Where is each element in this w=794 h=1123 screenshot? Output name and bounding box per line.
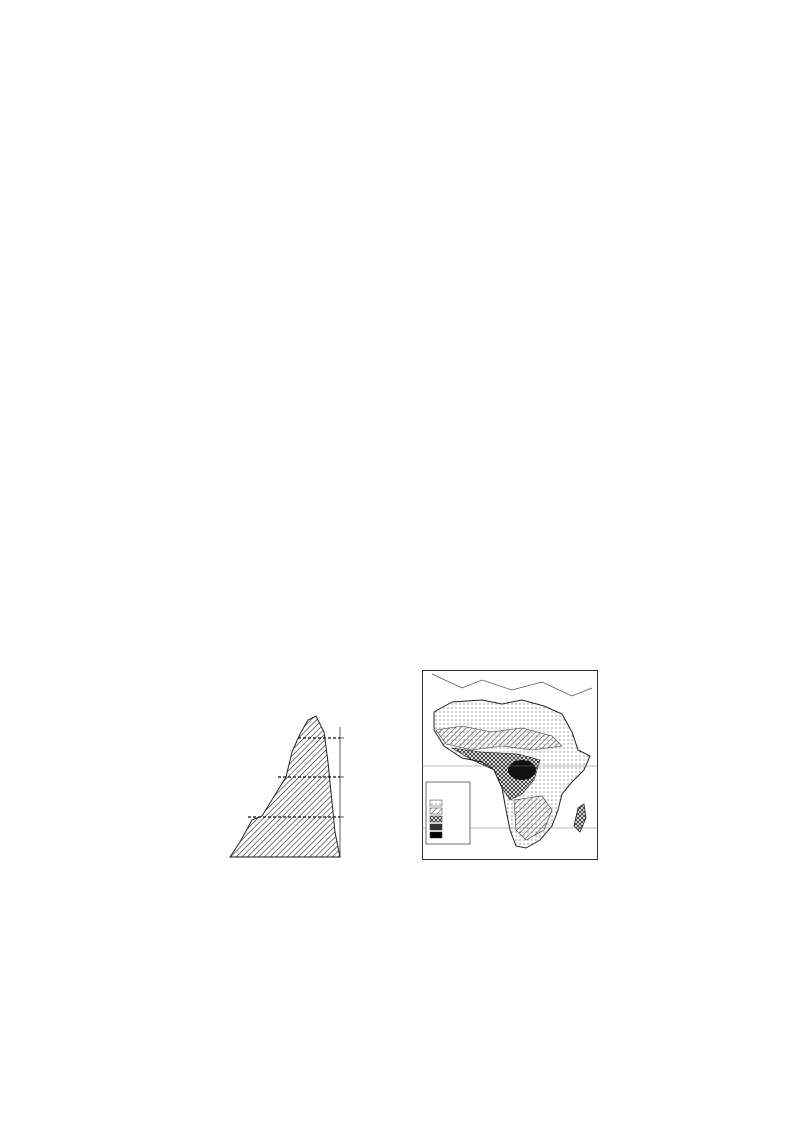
q7-mountain-figure (200, 672, 400, 864)
q8-africa-map (422, 670, 598, 860)
map-dark-region (508, 760, 536, 780)
q7-thermometers (0, 555, 794, 660)
mountain-shape (230, 716, 340, 857)
q5-climate-charts (0, 0, 794, 340)
